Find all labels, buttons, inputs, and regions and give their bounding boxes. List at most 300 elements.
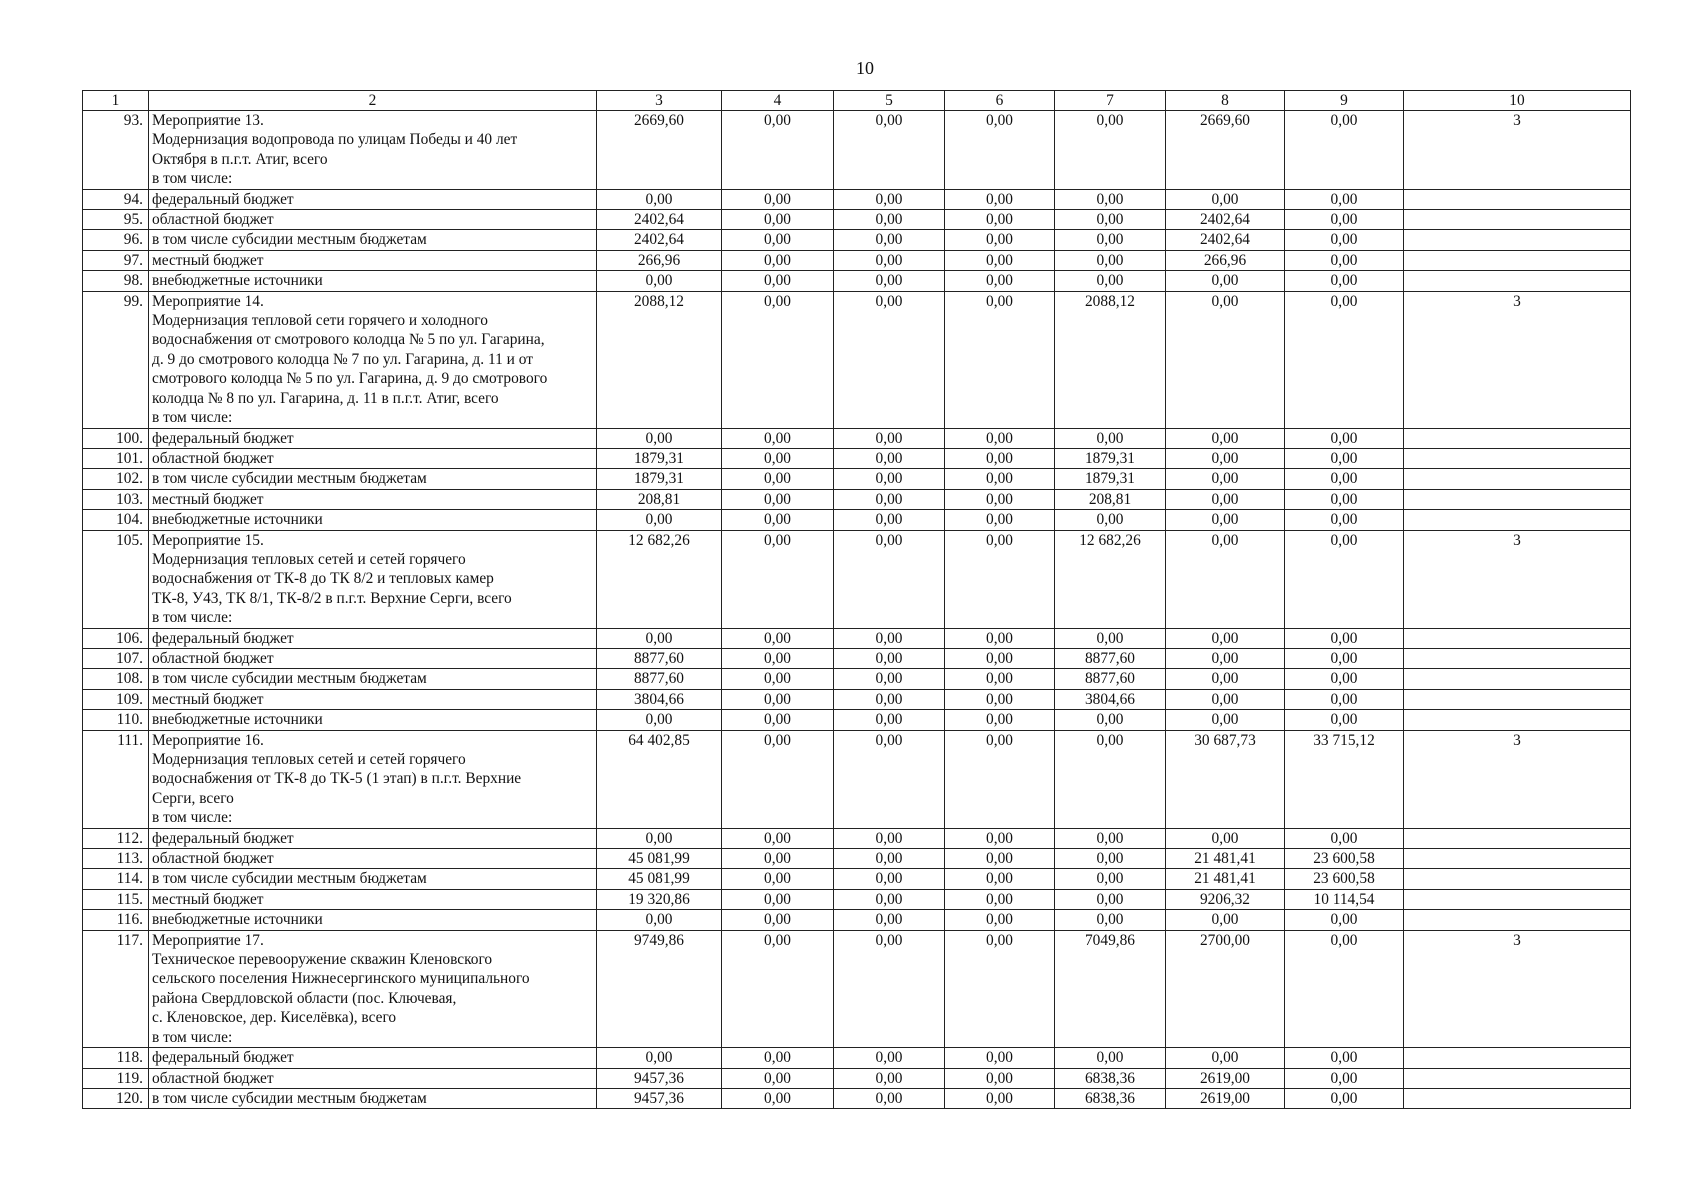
item-name-line: смотрового колодца № 5 по ул. Гагарина, д. 9 до смотрового: [152, 370, 548, 388]
value-cell-c10: [1404, 689, 1631, 709]
row-number: 105.: [83, 530, 149, 628]
row-number: 113.: [83, 849, 149, 869]
row-number: 106.: [83, 628, 149, 648]
table-body: [83, 111, 1631, 1109]
page-number: 10: [856, 58, 874, 78]
value-cell-c7: 0,00: [1055, 889, 1166, 909]
value-cell-c9: 0,00: [1285, 828, 1404, 848]
item-name-line: в том числе:: [152, 809, 233, 827]
value-cell-c8: 0,00: [1166, 489, 1285, 509]
value-cell-c9: 0,00: [1285, 469, 1404, 489]
item-name: [149, 230, 597, 250]
header-cell: 10: [1404, 91, 1631, 111]
value-cell-c8: 0,00: [1166, 828, 1285, 848]
value-cell-c8: 0,00: [1166, 510, 1285, 530]
row-number: 103.: [83, 489, 149, 509]
header-row: [83, 91, 1631, 111]
value-cell-c8: 0,00: [1166, 530, 1285, 628]
value-cell-c6: 0,00: [945, 530, 1055, 628]
header-cell: 2: [149, 91, 597, 111]
value-cell-c4: 0,00: [722, 1088, 834, 1108]
value-cell-c7: 6838,36: [1055, 1068, 1166, 1088]
value-cell-c7: 0,00: [1055, 849, 1166, 869]
value-cell-c3: 2088,12: [597, 291, 722, 428]
value-cell-c5: 0,00: [834, 448, 945, 468]
value-cell-c3: 2402,64: [597, 210, 722, 230]
item-name: [149, 111, 597, 190]
value-cell-c6: 0,00: [945, 428, 1055, 448]
value-cell-c8: 2402,64: [1166, 230, 1285, 250]
item-name-line: внебюджетные источники: [152, 911, 323, 929]
row-number: 108.: [83, 669, 149, 689]
row-number: 93.: [83, 111, 149, 190]
value-cell-c3: 9457,36: [597, 1068, 722, 1088]
item-name-line: в том числе:: [152, 409, 233, 427]
item-name-line: местный бюджет: [152, 251, 264, 269]
value-cell-c10: [1404, 271, 1631, 291]
row-number: 117.: [83, 930, 149, 1047]
value-cell-c7: 0,00: [1055, 710, 1166, 730]
table-row: [83, 469, 1631, 489]
item-name: [149, 889, 597, 909]
value-cell-c7: 208,81: [1055, 489, 1166, 509]
value-cell-c5: 0,00: [834, 1088, 945, 1108]
value-cell-c5: 0,00: [834, 291, 945, 428]
item-name-line: федеральный бюджет: [152, 629, 294, 647]
item-name-line: в том числе субсидии местным бюджетам: [152, 670, 427, 688]
value-cell-c3: 8877,60: [597, 669, 722, 689]
value-cell-c6: 0,00: [945, 869, 1055, 889]
table-row: [83, 111, 1631, 190]
value-cell-c3: 9749,86: [597, 930, 722, 1047]
value-cell-c4: 0,00: [722, 648, 834, 668]
value-cell-c7: 0,00: [1055, 271, 1166, 291]
value-cell-c5: 0,00: [834, 210, 945, 230]
item-name-line: сельского поселения Нижнесергинского муниципального: [152, 970, 530, 988]
value-cell-c10: [1404, 448, 1631, 468]
value-cell-c5: 0,00: [834, 469, 945, 489]
table-row: [83, 510, 1631, 530]
value-cell-c5: 0,00: [834, 230, 945, 250]
value-cell-c6: 0,00: [945, 828, 1055, 848]
item-name: [149, 1048, 597, 1068]
item-name-line: Мероприятие 13.: [152, 112, 264, 129]
row-number: 115.: [83, 889, 149, 909]
value-cell-c5: 0,00: [834, 930, 945, 1047]
value-cell-c7: 12 682,26: [1055, 530, 1166, 628]
value-cell-c5: 0,00: [834, 428, 945, 448]
row-number: 95.: [83, 210, 149, 230]
value-cell-c10: 3: [1404, 730, 1631, 828]
item-name-line: Серги, всего: [152, 789, 234, 807]
value-cell-c9: 0,00: [1285, 628, 1404, 648]
value-cell-c8: 0,00: [1166, 1048, 1285, 1068]
item-name-line: областной бюджет: [152, 649, 274, 667]
value-cell-c5: 0,00: [834, 710, 945, 730]
item-name-line: Мероприятие 16.: [152, 731, 264, 749]
value-cell-c10: [1404, 1048, 1631, 1068]
row-number: 101.: [83, 448, 149, 468]
value-cell-c8: 0,00: [1166, 271, 1285, 291]
value-cell-c10: [1404, 189, 1631, 209]
value-cell-c8: 21 481,41: [1166, 849, 1285, 869]
row-number: 120.: [83, 1088, 149, 1108]
table-row: [83, 910, 1631, 930]
item-name-line: Модернизация тепловой сети горячего и холодного: [152, 312, 488, 330]
item-name: [149, 869, 597, 889]
value-cell-c6: 0,00: [945, 189, 1055, 209]
value-cell-c9: 0,00: [1285, 1068, 1404, 1088]
value-cell-c5: 0,00: [834, 889, 945, 909]
value-cell-c3: 1879,31: [597, 448, 722, 468]
value-cell-c9: 0,00: [1285, 1088, 1404, 1108]
value-cell-c10: 3: [1404, 291, 1631, 428]
item-name: [149, 210, 597, 230]
row-number: 94.: [83, 189, 149, 209]
item-name-line: Мероприятие 14.: [152, 292, 264, 310]
item-name-line: в том числе:: [152, 609, 233, 627]
value-cell-c8: 0,00: [1166, 469, 1285, 489]
item-name: [149, 510, 597, 530]
value-cell-c10: 3: [1404, 111, 1631, 190]
value-cell-c4: 0,00: [722, 828, 834, 848]
value-cell-c3: 12 682,26: [597, 530, 722, 628]
value-cell-c4: 0,00: [722, 849, 834, 869]
item-name-line: федеральный бюджет: [152, 829, 294, 847]
value-cell-c9: 0,00: [1285, 669, 1404, 689]
header-cell: 9: [1285, 91, 1404, 111]
value-cell-c5: 0,00: [834, 730, 945, 828]
value-cell-c4: 0,00: [722, 428, 834, 448]
value-cell-c7: 1879,31: [1055, 448, 1166, 468]
item-name: [149, 189, 597, 209]
table-row: [83, 930, 1631, 1047]
value-cell-c4: 0,00: [722, 489, 834, 509]
row-number: 97.: [83, 250, 149, 270]
value-cell-c5: 0,00: [834, 250, 945, 270]
item-name-line: областной бюджет: [152, 449, 274, 467]
row-number: 110.: [83, 710, 149, 730]
table-row: [83, 210, 1631, 230]
table-row: [83, 230, 1631, 250]
item-name: [149, 628, 597, 648]
value-cell-c6: 0,00: [945, 730, 1055, 828]
item-name: [149, 469, 597, 489]
item-name-line: водоснабжения от ТК-8 до ТК-5 (1 этап) в п.г.т. Верхние: [152, 770, 522, 788]
header-cell: 4: [722, 91, 834, 111]
value-cell-c7: 0,00: [1055, 910, 1166, 930]
value-cell-c9: 0,00: [1285, 250, 1404, 270]
value-cell-c5: 0,00: [834, 489, 945, 509]
value-cell-c8: 0,00: [1166, 189, 1285, 209]
value-cell-c4: 0,00: [722, 1068, 834, 1088]
value-cell-c5: 0,00: [834, 628, 945, 648]
value-cell-c3: 64 402,85: [597, 730, 722, 828]
value-cell-c3: 19 320,86: [597, 889, 722, 909]
item-name: [149, 648, 597, 668]
value-cell-c3: 208,81: [597, 489, 722, 509]
table-row: [83, 448, 1631, 468]
item-name-line: с. Кленовское, дер. Киселёвка), всего: [152, 1009, 397, 1027]
value-cell-c6: 0,00: [945, 210, 1055, 230]
value-cell-c4: 0,00: [722, 628, 834, 648]
value-cell-c3: 3804,66: [597, 689, 722, 709]
value-cell-c5: 0,00: [834, 828, 945, 848]
value-cell-c4: 0,00: [722, 710, 834, 730]
item-name: [149, 669, 597, 689]
value-cell-c7: 2088,12: [1055, 291, 1166, 428]
value-cell-c10: [1404, 230, 1631, 250]
value-cell-c10: [1404, 489, 1631, 509]
table-row: [83, 250, 1631, 270]
table-row: [83, 849, 1631, 869]
value-cell-c9: 23 600,58: [1285, 849, 1404, 869]
table-row: [83, 648, 1631, 668]
value-cell-c10: [1404, 510, 1631, 530]
value-cell-c3: 1879,31: [597, 469, 722, 489]
table-row: [83, 669, 1631, 689]
value-cell-c10: [1404, 869, 1631, 889]
value-cell-c6: 0,00: [945, 849, 1055, 869]
value-cell-c5: 0,00: [834, 271, 945, 291]
row-number: 109.: [83, 689, 149, 709]
value-cell-c4: 0,00: [722, 910, 834, 930]
row-number: 96.: [83, 230, 149, 250]
value-cell-c9: 0,00: [1285, 230, 1404, 250]
value-cell-c7: 7049,86: [1055, 930, 1166, 1047]
value-cell-c4: 0,00: [722, 930, 834, 1047]
table-row: [83, 1068, 1631, 1088]
item-name: [149, 271, 597, 291]
item-name-line: областной бюджет: [152, 1069, 274, 1087]
item-name-line: в том числе:: [152, 1028, 233, 1046]
value-cell-c10: [1404, 428, 1631, 448]
table-row: [83, 628, 1631, 648]
value-cell-c4: 0,00: [722, 689, 834, 709]
table-row: [83, 889, 1631, 909]
item-name-line: Мероприятие 17.: [152, 931, 264, 949]
value-cell-c10: [1404, 1068, 1631, 1088]
value-cell-c6: 0,00: [945, 1048, 1055, 1068]
item-name: [149, 530, 597, 628]
value-cell-c6: 0,00: [945, 510, 1055, 530]
value-cell-c8: 9206,32: [1166, 889, 1285, 909]
value-cell-c5: 0,00: [834, 189, 945, 209]
item-name-line: колодца № 8 по ул. Гагарина, д. 11 в п.г.т. Атиг, всего: [152, 389, 499, 407]
value-cell-c3: 266,96: [597, 250, 722, 270]
value-cell-c6: 0,00: [945, 930, 1055, 1047]
value-cell-c9: 0,00: [1285, 710, 1404, 730]
item-name-line: в том числе субсидии местным бюджетам: [152, 231, 427, 249]
table-row: [83, 530, 1631, 628]
value-cell-c9: 0,00: [1285, 210, 1404, 230]
item-name: [149, 730, 597, 828]
item-name-line: в том числе субсидии местным бюджетам: [152, 470, 427, 488]
value-cell-c9: 0,00: [1285, 189, 1404, 209]
value-cell-c7: 0,00: [1055, 111, 1166, 190]
budget-table: [82, 90, 1631, 1109]
value-cell-c7: 0,00: [1055, 230, 1166, 250]
value-cell-c9: 10 114,54: [1285, 889, 1404, 909]
value-cell-c7: 0,00: [1055, 510, 1166, 530]
item-name-line: областной бюджет: [152, 850, 274, 868]
item-name: [149, 710, 597, 730]
item-name: [149, 828, 597, 848]
table-row: [83, 291, 1631, 428]
value-cell-c4: 0,00: [722, 869, 834, 889]
value-cell-c6: 0,00: [945, 669, 1055, 689]
value-cell-c3: 2669,60: [597, 111, 722, 190]
item-name-line: в том числе:: [152, 170, 233, 188]
value-cell-c10: 3: [1404, 930, 1631, 1047]
value-cell-c3: 0,00: [597, 628, 722, 648]
value-cell-c5: 0,00: [834, 530, 945, 628]
value-cell-c4: 0,00: [722, 250, 834, 270]
table-row: [83, 689, 1631, 709]
row-number: 118.: [83, 1048, 149, 1068]
value-cell-c4: 0,00: [722, 448, 834, 468]
value-cell-c6: 0,00: [945, 448, 1055, 468]
value-cell-c9: 23 600,58: [1285, 869, 1404, 889]
value-cell-c4: 0,00: [722, 889, 834, 909]
item-name-line: местный бюджет: [152, 690, 264, 708]
item-name-line: Техническое перевооружение скважин Кленовского: [152, 951, 493, 969]
value-cell-c3: 0,00: [597, 828, 722, 848]
value-cell-c8: 30 687,73: [1166, 730, 1285, 828]
item-name: [149, 1088, 597, 1108]
value-cell-c8: 2619,00: [1166, 1068, 1285, 1088]
item-name-line: Модернизация тепловых сетей и сетей горячего: [152, 550, 466, 568]
value-cell-c7: 1879,31: [1055, 469, 1166, 489]
value-cell-c6: 0,00: [945, 271, 1055, 291]
value-cell-c3: 2402,64: [597, 230, 722, 250]
value-cell-c9: 0,00: [1285, 448, 1404, 468]
value-cell-c10: [1404, 469, 1631, 489]
item-name-line: водоснабжения от ТК-8 до ТК 8/2 и тепловых камер: [152, 570, 494, 588]
value-cell-c10: [1404, 628, 1631, 648]
value-cell-c6: 0,00: [945, 628, 1055, 648]
value-cell-c6: 0,00: [945, 469, 1055, 489]
header-cell: 3: [597, 91, 722, 111]
row-number: 102.: [83, 469, 149, 489]
value-cell-c6: 0,00: [945, 489, 1055, 509]
value-cell-c7: 0,00: [1055, 250, 1166, 270]
header-cell: 1: [83, 91, 149, 111]
value-cell-c9: 0,00: [1285, 428, 1404, 448]
row-number: 111.: [83, 730, 149, 828]
value-cell-c8: 266,96: [1166, 250, 1285, 270]
value-cell-c3: 9457,36: [597, 1088, 722, 1108]
item-name-line: внебюджетные источники: [152, 272, 323, 290]
value-cell-c8: 2669,60: [1166, 111, 1285, 190]
item-name-line: Модернизация тепловых сетей и сетей горячего: [152, 751, 466, 768]
value-cell-c7: 0,00: [1055, 628, 1166, 648]
item-name: [149, 930, 597, 1047]
value-cell-c4: 0,00: [722, 230, 834, 250]
value-cell-c7: 0,00: [1055, 428, 1166, 448]
value-cell-c10: [1404, 710, 1631, 730]
value-cell-c6: 0,00: [945, 111, 1055, 190]
item-name-line: внебюджетные источники: [152, 711, 323, 729]
value-cell-c7: 8877,60: [1055, 648, 1166, 668]
value-cell-c10: 3: [1404, 530, 1631, 628]
value-cell-c3: 45 081,99: [597, 849, 722, 869]
header-cell: 7: [1055, 91, 1166, 111]
value-cell-c3: 45 081,99: [597, 869, 722, 889]
value-cell-c8: 0,00: [1166, 628, 1285, 648]
value-cell-c7: 0,00: [1055, 189, 1166, 209]
table-row: [83, 428, 1631, 448]
row-number: 98.: [83, 271, 149, 291]
value-cell-c5: 0,00: [834, 1048, 945, 1068]
value-cell-c5: 0,00: [834, 689, 945, 709]
item-name-line: водоснабжения от смотрового колодца № 5 по ул. Гагарина,: [152, 331, 545, 349]
value-cell-c8: 0,00: [1166, 669, 1285, 689]
item-name-line: ТК-8, У43, ТК 8/1, ТК-8/2 в п.г.т. Верхние Серги, всего: [152, 589, 512, 607]
table-row: [83, 828, 1631, 848]
item-name-line: внебюджетные источники: [152, 511, 323, 529]
header-cell: 8: [1166, 91, 1285, 111]
value-cell-c3: 0,00: [597, 510, 722, 530]
table-row: [83, 1048, 1631, 1068]
value-cell-c10: [1404, 910, 1631, 930]
value-cell-c5: 0,00: [834, 910, 945, 930]
value-cell-c6: 0,00: [945, 1068, 1055, 1088]
row-number: 112.: [83, 828, 149, 848]
item-name: [149, 849, 597, 869]
value-cell-c4: 0,00: [722, 1048, 834, 1068]
value-cell-c3: 0,00: [597, 189, 722, 209]
value-cell-c8: 0,00: [1166, 648, 1285, 668]
value-cell-c8: 0,00: [1166, 689, 1285, 709]
table-row: [83, 1088, 1631, 1108]
table-row: [83, 730, 1631, 828]
item-name-line: Модернизация водопровода по улицам Победы и 40 лет: [152, 131, 518, 149]
item-name: [149, 910, 597, 930]
item-name-line: д. 9 до смотрового колодца № 7 по ул. Гагарина, д. 11 и от: [152, 350, 533, 368]
value-cell-c4: 0,00: [722, 111, 834, 190]
value-cell-c8: 2700,00: [1166, 930, 1285, 1047]
item-name-line: местный бюджет: [152, 490, 264, 508]
value-cell-c6: 0,00: [945, 250, 1055, 270]
value-cell-c8: 2402,64: [1166, 210, 1285, 230]
value-cell-c9: 0,00: [1285, 510, 1404, 530]
value-cell-c4: 0,00: [722, 530, 834, 628]
row-number: 116.: [83, 910, 149, 930]
value-cell-c4: 0,00: [722, 210, 834, 230]
value-cell-c8: 0,00: [1166, 710, 1285, 730]
value-cell-c9: 0,00: [1285, 291, 1404, 428]
item-name-line: федеральный бюджет: [152, 1049, 294, 1067]
value-cell-c4: 0,00: [722, 669, 834, 689]
value-cell-c8: 2619,00: [1166, 1088, 1285, 1108]
value-cell-c10: [1404, 889, 1631, 909]
item-name: [149, 448, 597, 468]
value-cell-c6: 0,00: [945, 910, 1055, 930]
value-cell-c9: 0,00: [1285, 648, 1404, 668]
value-cell-c10: [1404, 828, 1631, 848]
value-cell-c7: 8877,60: [1055, 669, 1166, 689]
value-cell-c5: 0,00: [834, 869, 945, 889]
value-cell-c8: 21 481,41: [1166, 869, 1285, 889]
value-cell-c6: 0,00: [945, 889, 1055, 909]
value-cell-c7: 0,00: [1055, 730, 1166, 828]
item-name-line: федеральный бюджет: [152, 190, 294, 208]
item-name-line: Мероприятие 15.: [152, 531, 264, 549]
value-cell-c9: 0,00: [1285, 489, 1404, 509]
value-cell-c5: 0,00: [834, 111, 945, 190]
value-cell-c4: 0,00: [722, 291, 834, 428]
